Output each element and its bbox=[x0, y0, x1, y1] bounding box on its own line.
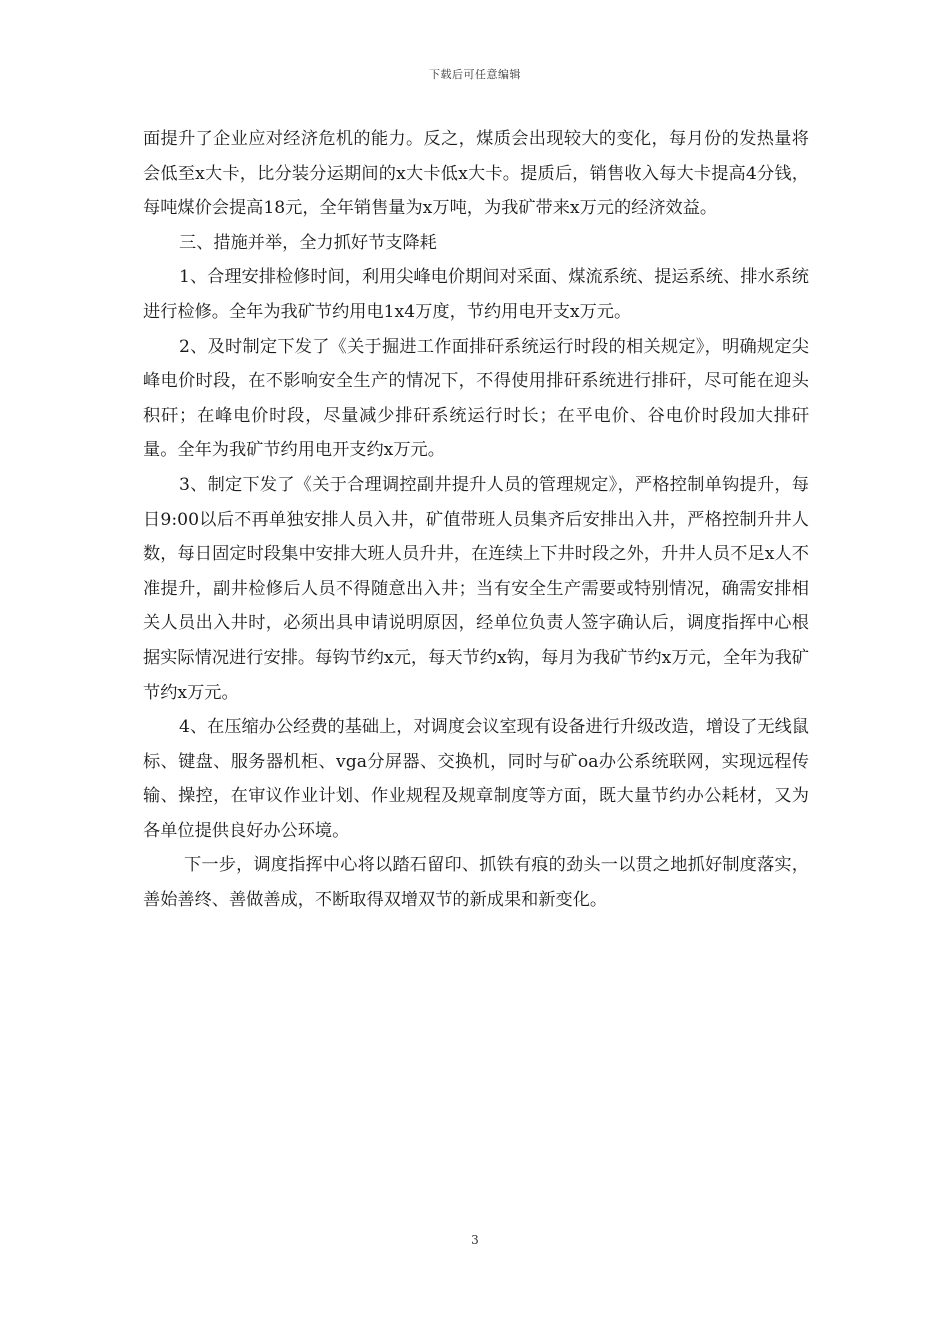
document-body bbox=[143, 122, 809, 918]
page-header: 下载后可任意编辑 bbox=[429, 68, 521, 81]
paragraph-item-4: 4、在压缩办公经费的基础上，对调度会议室现有设备进行升级改造，增设了无线鼠标、键盘、服务器机柜、vga分屏器、交换机，同时与矿oa办公系统联网，实现远程传输、操控，在审议作业计划、作业规程及规章制度等方面，既大量节约办公耗材，又为各单位提供良好办公环境。 bbox=[143, 717, 809, 841]
section-heading: 三、措施并举，全力抓好节支降耗 bbox=[179, 232, 437, 253]
paragraph-item-2: 2、及时制定下发了《关于掘进工作面排矸系统运行时段的相关规定》，明确规定尖峰电价时段，在不影响安全生产的情况下，不得使用排矸系统进行排矸，尽可能在迎头积矸；在峰电价时段，尽量减少排矸系统运行时长；在平电价、谷电价时段加大排矸量。全年为我矿节约用电开支约x万元。 bbox=[143, 336, 809, 461]
page-number: 3 bbox=[471, 1233, 479, 1247]
paragraph-continuation: 面提升了企业应对经济危机的能力。反之，煤质会出现较大的变化，每月份的发热量将会低至x大卡，比分装分运期间的x大卡低x大卡。提质后，销售收入每大卡提高4分钱，每吨煤价会提高18元，全年销售量为x万吨，为我矿带来x万元的经济效益。 bbox=[143, 129, 809, 219]
paragraph-item-1: 1、合理安排检修时间，利用尖峰电价期间对采面、煤流系统、提运系统、排水系统进行检修。全年为我矿节约用电1x4万度，节约用电开支x万元。 bbox=[143, 267, 809, 322]
paragraph-item-3: 3、制定下发了《关于合理调控副井提升人员的管理规定》，严格控制单钩提升，每日9:00以后不再单独安排人员入井，矿值带班人员集齐后安排出入井，严格控制升井人数，每日固定时段集中安排大班人员升井，在连续上下井时段之外，升井人员不足x人不准提升，副井检修后人员不得随意出入井；当有安全生产需要或特别情况，确需安排相关人员出入井时，必须出具申请说明原因，经单位负责人签字确认后，调度指挥中心根据实际情况进行安排。每钩节约x元，每天节约x钩，每月为我矿节约x万元，全年为我矿节约x万元。 bbox=[143, 474, 809, 703]
paragraph-next-steps: 下一步，调度指挥中心将以踏石留印、抓铁有痕的劲头一以贯之地抓好制度落实，善始善终、善做善成，不断取得双增双节的新成果和新变化。 bbox=[143, 855, 809, 911]
